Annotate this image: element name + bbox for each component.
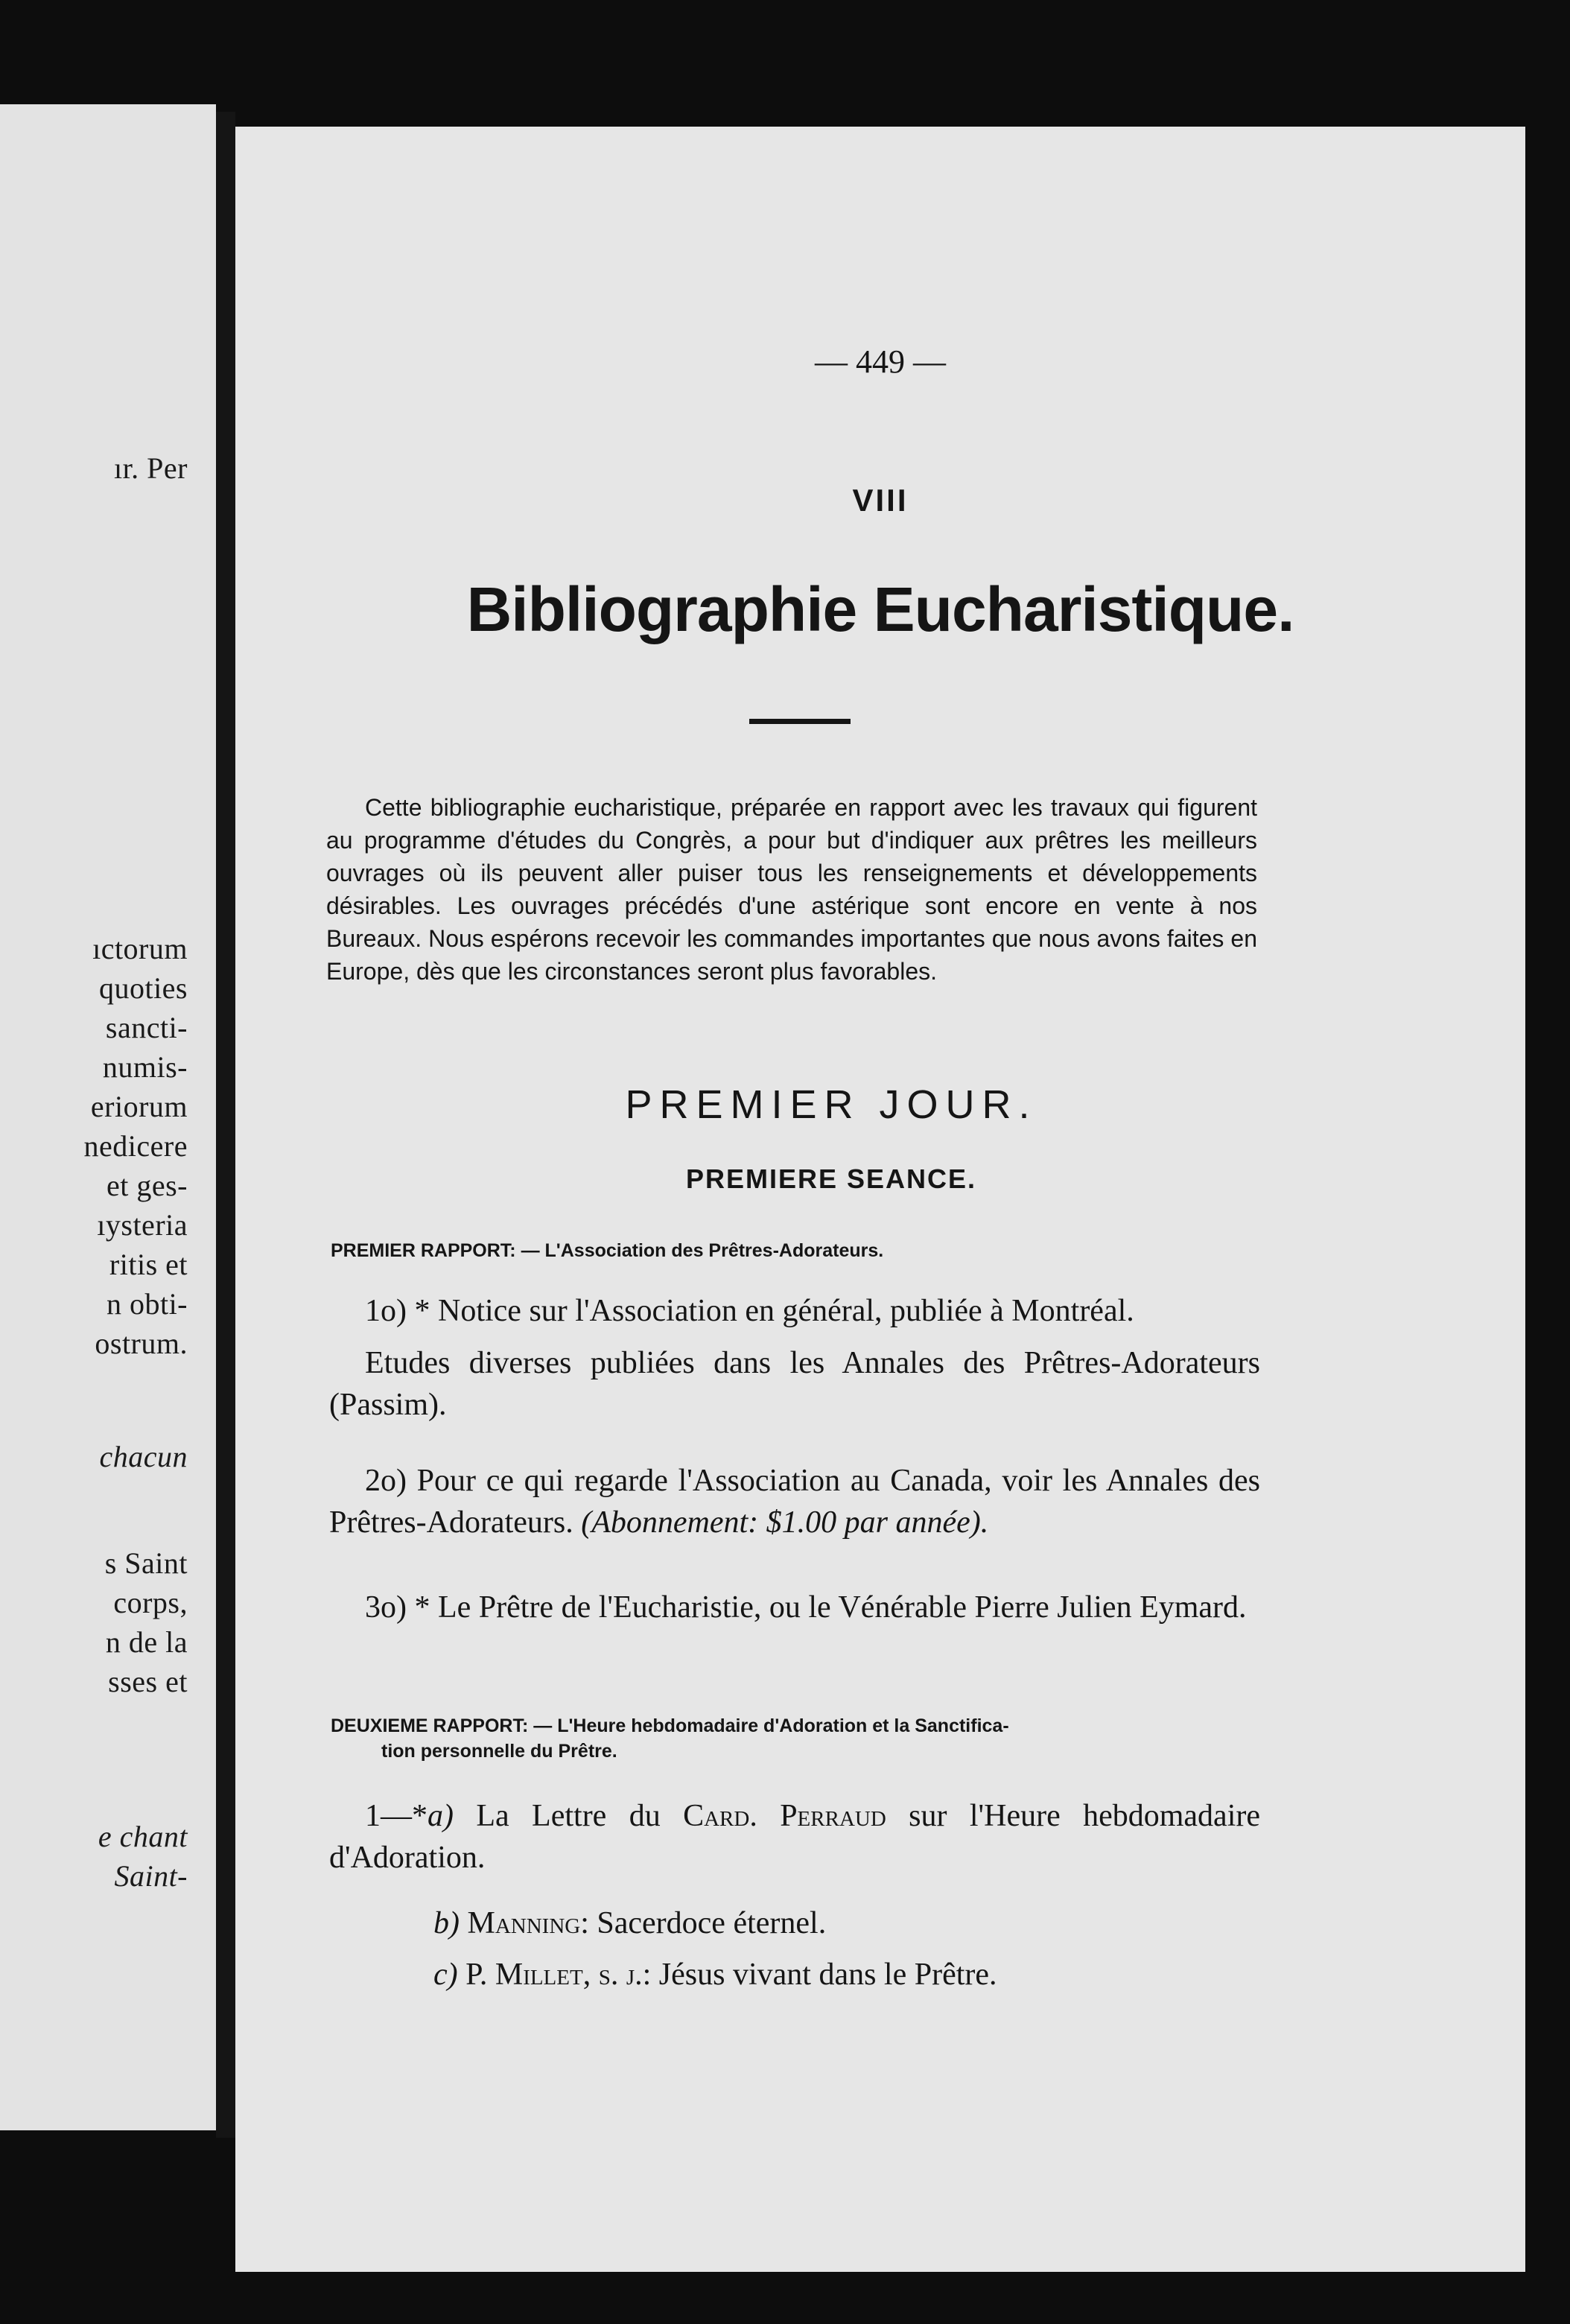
entry-author: Card. Perraud (683, 1799, 886, 1833)
entry-letter: a) (428, 1799, 454, 1833)
entry-text: 2o) Pour ce qui regarde l'Association au Canada, voir les Annales des Prêtres-Adorateurs. (329, 1464, 1260, 1540)
entry-affiliation: , s. j. (582, 1958, 643, 1992)
left-text-fragment: Saint- (114, 1859, 188, 1893)
entry-letter: b) (433, 1906, 460, 1940)
subscription-note: (Abonnement: $1.00 par année). (581, 1505, 989, 1540)
left-text-fragment: chacun (99, 1440, 188, 1473)
entry-text: P. (457, 1958, 495, 1992)
entry-letter: c) (433, 1958, 458, 1992)
bibliography-entry (329, 1902, 1260, 1944)
report-label: DEUXIEME RAPPORT: — (331, 1715, 558, 1736)
report-title-continuation: tion personnelle du Prêtre. (381, 1741, 617, 1762)
report-heading-2 (331, 1713, 1273, 1764)
right-page (235, 127, 1525, 2272)
entry-author: Manning (460, 1906, 581, 1940)
entry-number: 1—* (365, 1799, 428, 1833)
left-text-fragment: sancti- (105, 1011, 188, 1044)
bibliography-entry (329, 1460, 1260, 1543)
bibliography-entry: Etudes diverses publiées dans les Annales des Prêtres-Adorateurs (Passim). (329, 1346, 1260, 1422)
bibliography-entry (329, 1954, 1260, 1996)
entry-text: sur l'Heure hebdomadaire d'Adoration. (329, 1799, 1260, 1875)
left-text-fragment: nedicere (83, 1129, 188, 1163)
left-text-fragment: s Saint (104, 1546, 188, 1580)
left-text-fragment: numis- (102, 1050, 188, 1084)
report-heading-1 (331, 1238, 1273, 1263)
page-title: Bibliographie Eucharistique. (466, 574, 1294, 644)
bibliography-entry (329, 1795, 1260, 1879)
left-text-fragment: e chant (98, 1820, 188, 1853)
entry-author: Millet (495, 1958, 583, 1992)
entry-text: : Jésus vivant dans le Prêtre. (642, 1958, 997, 1992)
left-text-fragment: n de la (105, 1625, 188, 1659)
entry-text: La Lettre du (454, 1799, 684, 1833)
title-divider (749, 719, 851, 724)
left-text-fragment: quoties (98, 971, 188, 1005)
left-text-fragment: ostrum. (95, 1327, 188, 1360)
left-text-fragment: eriorum (90, 1090, 188, 1123)
left-text-fragment: ıctorum (92, 932, 188, 965)
bibliography-entry: 3o) * Le Prêtre de l'Eucharistie, ou le Vénérable Pierre Julien Eymard. (365, 1590, 1247, 1625)
left-text-fragment: et ges- (106, 1169, 188, 1202)
report-title: L'Heure hebdomadaire d'Adoration et la Sanctifica- (557, 1715, 1009, 1736)
day-heading: PREMIER JOUR. (625, 1082, 1037, 1127)
report-title: L'Association des Prêtres-Adorateurs. (544, 1240, 884, 1261)
left-text-fragment: ritis et (109, 1248, 188, 1281)
section-number: VIII (852, 483, 909, 518)
left-text-fragment: corps, (113, 1586, 188, 1619)
left-text-fragment: sses et (108, 1665, 188, 1698)
report-label: PREMIER RAPPORT: — (331, 1240, 545, 1261)
book-spine-shadow (216, 112, 235, 2138)
left-page-fragment (0, 104, 216, 2130)
intro-paragraph: Cette bibliographie eucharistique, préparée en rapport avec les travaux qui figurent au programme d'études du Congrès, a pour but d'indiquer aux prêtres les meilleurs ouvrages où ils peuvent aller puiser tous les renseignements et développements désirables. Les ouvrages précédés d'une astérique sont encore en vente à nos Bureaux. Nous espérons recevoir les commandes importantes que nous avons faites en Europe, dès que les circonstances seront plus favorables. (326, 794, 1257, 985)
bibliography-entry: 1o) * Notice sur l'Association en général, publiée à Montréal. (365, 1294, 1134, 1328)
entry-text: : Sacerdoce éternel. (580, 1906, 827, 1940)
left-text-fragment: ır. Per (113, 451, 188, 485)
page-number: — 449 — (815, 343, 946, 380)
left-text-fragment: ıysteria (97, 1208, 188, 1242)
left-text-fragment: n obti- (106, 1287, 188, 1321)
session-heading: PREMIERE SEANCE. (685, 1163, 977, 1194)
